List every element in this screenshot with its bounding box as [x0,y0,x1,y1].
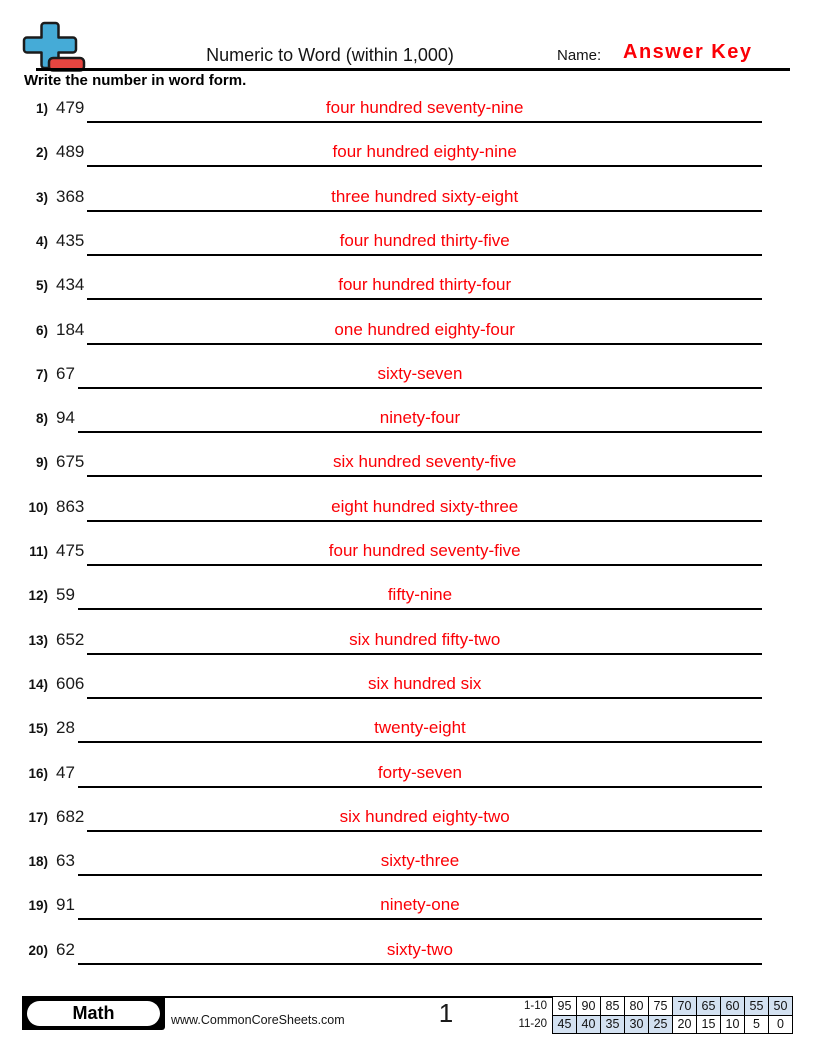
problem-number-label: 18) [28,854,48,870]
problem-numeric-value: 28 [56,718,75,738]
problem-numeric-value: 682 [56,806,85,826]
problem-row [0,630,816,655]
problem-row [0,275,816,300]
problem-number-label: 13) [28,632,48,648]
problem-numeric-value: 652 [56,629,85,649]
problem-numeric-value: 91 [56,895,75,915]
answer-blank-line[interactable] [87,497,762,522]
score-cell: 60 [721,997,745,1016]
problem-number-label: 11) [29,544,48,559]
header-divider [36,68,790,71]
answer-word-text: three hundred sixty-eight [331,186,519,206]
answer-word-text: four hundred seventy-five [328,541,521,560]
answer-blank-line[interactable] [78,585,762,610]
score-cell: 85 [601,997,625,1016]
problem-number-label: 2) [35,145,48,161]
answer-word-text: ninety-four [379,408,461,428]
problem-numeric-value: 59 [56,585,75,605]
problem-row [0,98,816,123]
problem-numeric-value: 368 [56,186,85,206]
score-cell: 80 [625,997,649,1016]
score-cell: 5 [745,1015,769,1034]
score-cell: 35 [601,1015,625,1034]
problem-numeric-value: 863 [56,496,85,516]
answer-blank-line[interactable] [87,807,762,832]
problem-number-label: 10) [28,499,48,515]
score-cell: 55 [745,997,769,1016]
subject-badge [22,997,165,1030]
problem-numeric-value: 475 [56,541,85,560]
problem-numeric-value: 606 [56,673,85,693]
score-cell: 25 [649,1015,673,1034]
problem-row [0,940,816,965]
answer-blank-line[interactable] [78,895,762,920]
answer-blank-line[interactable] [78,408,762,433]
answer-blank-line[interactable] [87,674,762,699]
problem-row [0,585,816,610]
score-cell: 65 [697,997,721,1016]
answer-blank-line[interactable] [87,187,762,212]
problem-row [0,851,816,876]
name-label: Name: [557,47,602,64]
answer-blank-line[interactable] [78,851,762,876]
problem-number-label: 6) [35,322,48,338]
answer-key-text: Answer Key [623,41,753,63]
problem-numeric-value: 434 [56,275,85,295]
problem-number-label: 9) [35,455,48,471]
problem-number-label: 7) [35,366,48,382]
problem-number-label: 4) [35,233,48,249]
page-number: 1 [438,998,454,1028]
answer-word-text: forty-seven [377,762,462,782]
answer-blank-line[interactable] [87,630,762,655]
answer-word-text: one hundred eighty-four [334,319,515,339]
score-cell: 40 [577,1015,601,1034]
answer-word-text: six hundred six [367,673,482,693]
answer-word-text: fifty-nine [387,585,453,605]
score-cell: 75 [649,997,673,1016]
problem-numeric-value: 489 [56,142,85,162]
answer-word-text: sixty-seven [377,363,463,383]
problem-numeric-value: 62 [56,939,75,959]
score-cell: 20 [673,1015,697,1034]
problem-numeric-value: 63 [56,851,75,871]
plus-minus-icon [20,21,88,73]
problem-row [0,674,816,699]
problem-row [0,187,816,212]
problem-number-label: 15) [28,721,48,737]
problem-row [0,807,816,832]
problem-row [0,142,816,167]
problem-row [0,763,816,788]
problem-number-label: 16) [28,765,48,781]
answer-blank-line[interactable] [78,763,762,788]
problem-row [0,497,816,522]
problem-row [0,541,816,566]
problem-number-label: 8) [35,411,48,427]
score-cell: 30 [625,1015,649,1034]
answer-blank-line[interactable] [87,320,762,345]
problem-number-label: 3) [35,189,48,205]
answer-blank-line[interactable] [87,98,762,123]
answer-blank-line[interactable] [87,275,762,300]
problem-row [0,452,816,477]
answer-blank-line[interactable] [87,231,762,256]
problem-numeric-value: 94 [56,408,75,428]
score-cell: 45 [553,1015,577,1034]
problem-row [0,364,816,389]
problem-number-label: 12) [28,588,48,604]
answer-word-text: four hundred thirty-four [338,275,512,295]
answer-blank-line[interactable] [87,142,762,167]
answer-word-text: eight hundred sixty-three [331,496,519,516]
problem-row [0,718,816,743]
problem-number-label: 17) [28,809,48,825]
problem-numeric-value: 435 [56,230,85,250]
problem-numeric-value: 675 [56,452,85,472]
problem-number-label: 1) [35,101,48,116]
score-cell: 10 [721,1015,745,1034]
answer-word-text: six hundred eighty-two [339,806,510,826]
answer-word-text: four hundred thirty-five [339,230,510,250]
website-text: www.CommonCoreSheets.com [171,1013,345,1027]
answer-blank-line[interactable] [87,452,762,477]
problem-numeric-value: 67 [56,363,75,383]
score-cell: 50 [769,997,793,1016]
answer-word-text: sixty-two [386,939,454,959]
answer-word-text: six hundred fifty-two [349,629,501,649]
problem-number-label: 20) [28,942,48,958]
problem-number-label: 14) [28,676,48,692]
problem-numeric-value: 184 [56,319,85,339]
problem-numeric-value: 479 [56,98,85,117]
answer-word-text: four hundred eighty-nine [332,142,517,162]
score-cell: 70 [673,997,697,1016]
grading-score-table [517,996,793,1034]
problem-numeric-value: 47 [56,762,75,782]
answer-word-text: six hundred seventy-five [333,452,517,472]
answer-word-text: four hundred seventy-nine [325,98,524,117]
score-cell: 90 [577,997,601,1016]
problem-row [0,408,816,433]
problem-number-label: 5) [35,278,48,294]
problem-row [0,320,816,345]
score-range-label: 1-10 [523,999,547,1012]
problem-row [0,895,816,920]
answer-blank-line[interactable] [87,541,762,566]
problem-number-label: 19) [28,898,48,914]
worksheet-title: Numeric to Word (within 1,000) [206,45,454,65]
answer-blank-line[interactable] [78,364,762,389]
score-cell: 95 [553,997,577,1016]
answer-word-text: ninety-one [380,895,460,915]
answer-word-text: twenty-eight [374,718,466,738]
subject-badge-label: Math [27,1001,160,1026]
answer-blank-line[interactable] [78,940,762,965]
score-cell: 0 [769,1015,793,1034]
score-cell: 15 [697,1015,721,1034]
problem-row [0,231,816,256]
instruction-text: Write the number in word form. [24,72,247,89]
answer-blank-line[interactable] [78,718,762,743]
commoncoresheets-plus-minus-logo [20,21,88,71]
score-range-label: 11-20 [518,1018,547,1031]
answer-word-text: sixty-three [380,851,460,871]
